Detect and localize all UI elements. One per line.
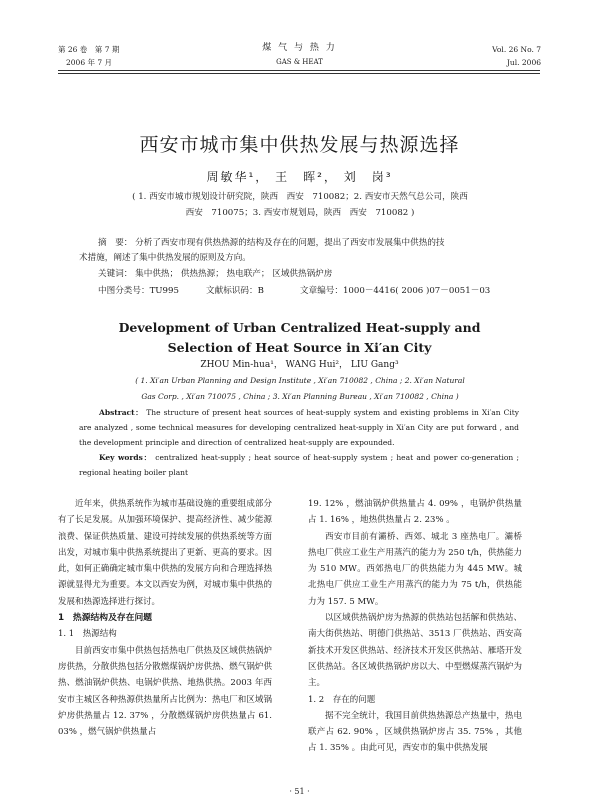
paper-title-en-line2: Selection of Heat Source in Xi′an City	[167, 340, 432, 355]
affiliation-cn	[90, 189, 510, 221]
article-number: 文章编号：1000－4416( 2006 )07－0051－03	[300, 286, 491, 296]
abstract-cn-label: 摘 要：	[98, 238, 133, 248]
keywords-cn-text: 集中供热； 供热热源； 热电联产； 区域供热锅炉房	[135, 269, 333, 279]
paper-title-en-line1: Development of Urban Centralized Heat-supply and	[118, 320, 481, 335]
header-journal-en: GAS & HEAT	[276, 58, 323, 66]
header-volume: 第 26 卷 第 7 期	[58, 45, 120, 54]
header-vol-en: Vol. 26 No. 7	[492, 45, 541, 54]
heating-station-paragraph: 以区域供热锅炉房为热源的供热站包括解和供热站、南大街供热站、明德门供热站、3513 厂供热站、西安高新技术开发区供热站、经济技术开发区供热站、雁塔开发区供热站。各区域供热锅炉房以大、中型燃煤蒸汽锅炉为主。	[308, 613, 522, 689]
affiliation-en	[90, 373, 510, 405]
abstract-cn-line1: 分析了西安市现有供热热源的结构及存在的问题，提出了西安市发展集中供热的技	[135, 238, 445, 248]
power-plant-paragraph: 西安市目前有灞桥、西郊、城北 3 座热电厂。灞桥热电厂供应工业生产用蒸汽的能力为 250 t/h，供热能力为 510 MW。西郊热电厂的供热能力为 445 MW。城北热电厂供应工业生产用蒸汽的能力为 75 t/h，供热能力为 157. 5 MW。	[308, 531, 522, 607]
affiliation-en-line2: Gas Corp. , Xi′an 710075 , China ; 3. Xi′an Planning Bureau , Xi′an 710082 , China )	[141, 392, 459, 401]
section-1-1-heading: 1. 1 热源结构	[58, 629, 117, 640]
paper-title-en	[0, 318, 599, 358]
affiliation-en-line1: ( 1. Xi′an Urban Planning and Design Institute , Xi′an 710082 , China ; 2. Xi′an Natural	[135, 376, 465, 385]
clc-number: 中图分类号：TU995	[98, 286, 179, 296]
keywords-cn	[98, 267, 528, 282]
abstract-en-paragraph	[79, 405, 519, 450]
affiliation-cn-line2: 西安 710075；3. 西安市规划局，陕西 西安 710082 )	[185, 208, 415, 218]
keywords-en-label: Key words：	[99, 453, 153, 462]
page-number: · 51 ·	[289, 787, 310, 796]
keywords-en-paragraph	[79, 450, 519, 480]
header-rule-top	[58, 70, 540, 71]
abstract-cn	[98, 236, 528, 251]
body-column-right	[308, 496, 522, 757]
doc-code: 文献标识码：B	[206, 286, 264, 296]
heat-source-paragraph: 目前西安市集中供热包括热电厂供热及区域供热锅炉房供热，分散供热包括分散燃煤锅炉房供热、燃气锅炉供热、燃油锅炉供热、电锅炉供热、地热供热。2003 年西安市主城区各种热源供热量所占比例为：热电厂和区域锅炉房供热量占 12. 37% ，分散燃煤锅炉房供热量占 61. 03% ，燃气锅炉供热量占	[58, 645, 272, 738]
header-rule-bottom	[58, 73, 540, 74]
abstract-cn-line2: 术措施，阐述了集中供热发展的原则及方向。	[79, 253, 251, 263]
abstract-en	[79, 405, 519, 480]
keywords-en-text: centralized heat-supply ; heat source of heat-supply system ; heat and power co-generation ; regional heating boiler plant	[79, 453, 519, 477]
section-1-heading: 1 热源结构及存在问题	[58, 613, 153, 624]
section-1-2-heading: 1. 2 存在的问题	[308, 694, 376, 705]
problems-paragraph: 据不完全统计，我国目前供热热源总产热量中，热电联产占 62. 90% ，区域供热锅炉房占 35. 75% ，其他占 1. 35% 。由此可见，西安市的集中供热发展	[308, 710, 522, 754]
authors-cn: 周敏华¹， 王 晖²， 刘 岗³	[206, 170, 393, 184]
body-column-left	[58, 496, 272, 740]
header-date: 2006 年 7 月	[66, 58, 113, 67]
abstract-en-label: Abstract：	[99, 408, 144, 417]
header-journal-cn: 煤 气 与 热 力	[262, 43, 337, 53]
header-date-en: Jul. 2006	[506, 58, 541, 67]
affiliation-cn-line1: ( 1. 西安市城市规划设计研究院，陕西 西安 710082；2. 西安市天然气总公司，陕西	[132, 192, 468, 202]
authors-en: ZHOU Min-hua¹， WANG Hui²， LIU Gang³	[200, 360, 399, 370]
intro-paragraph: 近年来，供热系统作为城市基础设施的重要组成部分有了长足发展。从加强环境保护、提高经济性、减少能源浪费、保证供热质量、建设可持续发展的供热系统等方面出发，对城市集中供热系统提出了更新、更高的要求。因此，如何正确确定城市集中供热的发展方向和合理选择热源就显得尤为重要。本文以西安为例，对城市集中供热的发展和热源选择进行探讨。	[58, 499, 272, 607]
abstract-en-text: The structure of present heat sources of heat-supply system and existing problems in Xi′an City are analyzed , some technical measures for developing centralized heat-supply in Xi′an City are put forward , and the development principle and direction of centralized heat-supply are expounded.	[79, 408, 519, 447]
paper-title-cn: 西安市城市集中供热发展与热源选择	[139, 134, 460, 156]
continued-paragraph: 19. 12% ，燃油锅炉供热量占 4. 09% ，电锅炉供热量占 1. 16% ，地热供热量占 2. 23% 。	[308, 499, 522, 526]
keywords-cn-label: 关键词：	[98, 269, 133, 279]
